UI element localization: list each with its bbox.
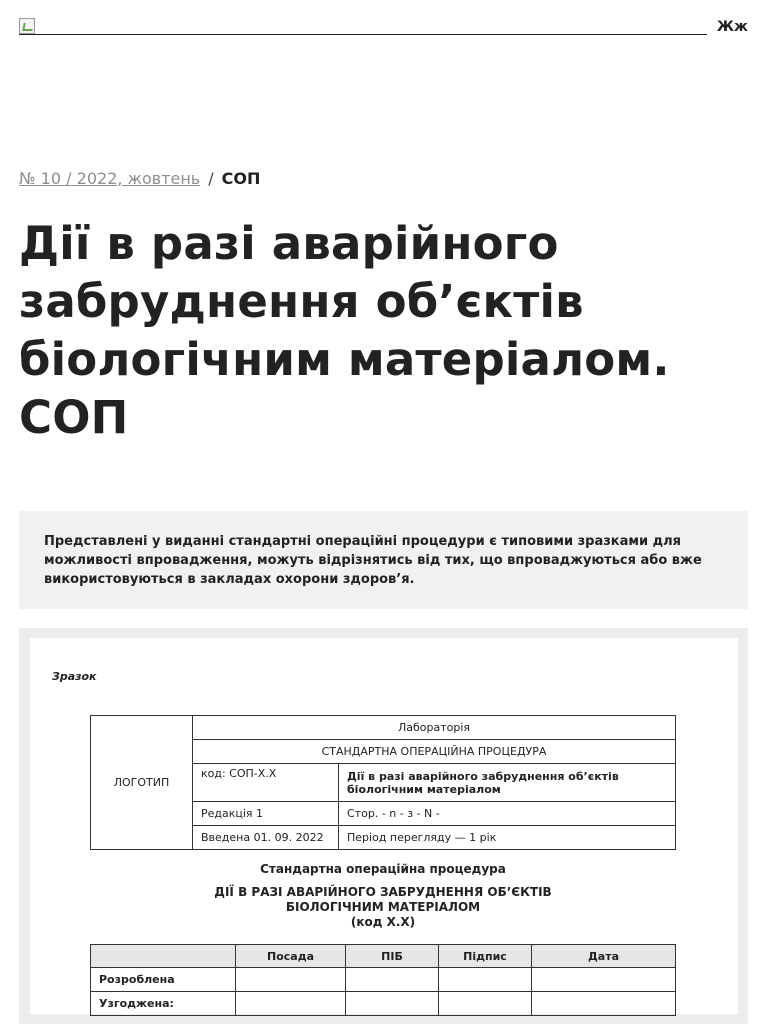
sop-heading-small: Стандартна операційна процедура (260, 862, 506, 876)
table-row (91, 992, 676, 1016)
table-row (91, 968, 676, 992)
table-cell (236, 968, 346, 992)
row-label-agreed: Узгоджена: (91, 992, 236, 1016)
breadcrumb-current[interactable]: СОП (221, 169, 261, 188)
breadcrumb-issue-link[interactable]: № 10 / 2022, жовтень (19, 169, 201, 188)
laboratory-cell: Лабораторія (193, 716, 676, 740)
sop-heading (90, 862, 676, 930)
edition-cell: Редакція 1 (193, 802, 339, 826)
sop-header-table (90, 715, 676, 850)
table-cell (439, 992, 532, 1016)
introduced-cell: Введена 01. 09. 2022 (193, 826, 339, 850)
table-cell (532, 992, 676, 1016)
sample-label: Зразок (52, 670, 97, 683)
table-cell (236, 992, 346, 1016)
breadcrumb-separator: / (208, 169, 214, 188)
approval-table (90, 944, 676, 1016)
code-cell: код: СОП-Х.Х (193, 764, 339, 802)
col-header-position: Посада (236, 945, 346, 968)
font-toggle-button[interactable]: Жж (716, 19, 748, 35)
procedure-title-cell: Дії в разі аварійного забруднення об’єктів біологічним матеріалом (339, 764, 676, 802)
col-header-empty (91, 945, 236, 968)
logo-cell: ЛОГОТИП (91, 716, 193, 850)
breadcrumb (19, 169, 260, 188)
sop-heading-line1: ДІЇ В РАЗІ АВАРІЙНОГО ЗАБРУДНЕННЯ ОБ’ЄКТІВ (214, 885, 552, 899)
table-cell (346, 968, 439, 992)
sop-heading-line2: БІОЛОГІЧНИМ МАТЕРІАЛОМ (285, 900, 481, 914)
col-header-signature: Підпис (439, 945, 532, 968)
header-divider (19, 34, 707, 35)
table-cell (346, 992, 439, 1016)
table-cell (532, 968, 676, 992)
broken-image-icon[interactable] (19, 18, 35, 34)
review-period-cell: Період перегляду — 1 рік (339, 826, 676, 850)
table-cell (439, 968, 532, 992)
top-bar (19, 18, 748, 40)
page-title: Дії в разі аварійного забруднення об’єктів біологічним матеріалом. СОП (19, 217, 670, 444)
pages-cell: Стор. - n - з - N - (339, 802, 676, 826)
procedure-type-cell: СТАНДАРТНА ОПЕРАЦІЙНА ПРОЦЕДУРА (193, 740, 676, 764)
col-header-name: ПІБ (346, 945, 439, 968)
notice-box (19, 511, 748, 609)
document-page (30, 638, 738, 1014)
row-label-developed: Розроблена (91, 968, 236, 992)
col-header-date: Дата (532, 945, 676, 968)
document-preview (19, 628, 748, 1024)
notice-text: Представлені у виданні стандартні операційні процедури є типовими зразками для можливості впровадження, можуть відрізнятись від тих, що впроваджуються або вже використовуються в закладах охорони здоров’я. (44, 534, 702, 587)
sop-heading-code: (код Х.Х) (350, 915, 416, 929)
